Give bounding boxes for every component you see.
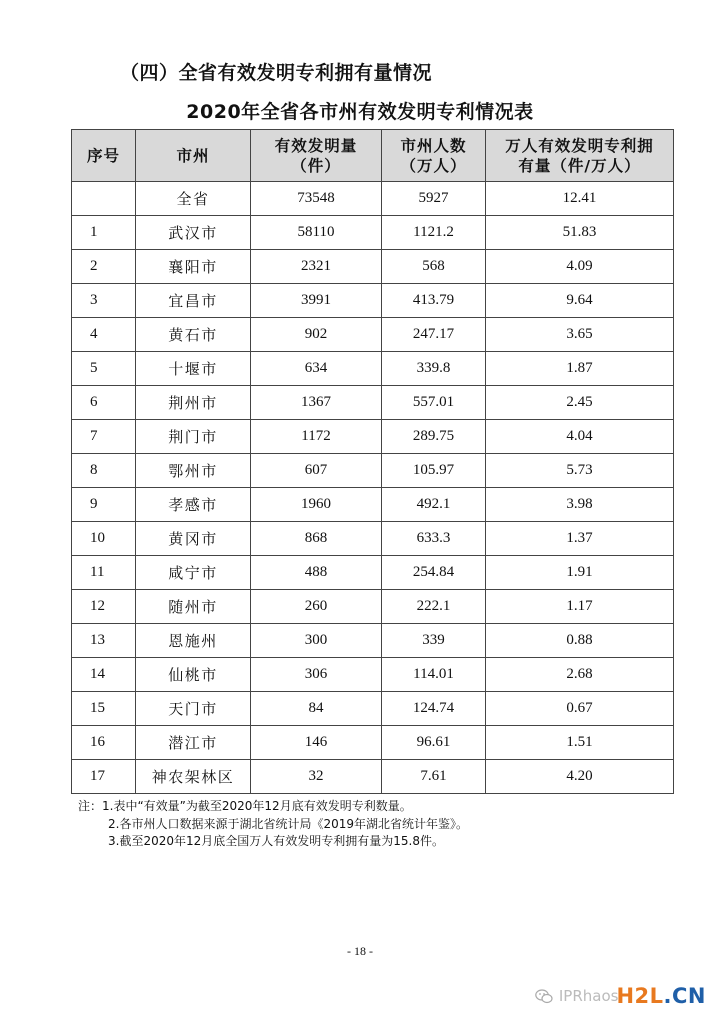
- header-per10k-line1: 万人有效发明专利拥: [505, 136, 654, 155]
- cell-patents: 1367: [251, 386, 382, 420]
- cell-per10k: 4.09: [486, 250, 674, 284]
- header-seq-label: 序号: [86, 146, 120, 165]
- cell-per10k: 3.98: [486, 488, 674, 522]
- table-row: [72, 590, 674, 624]
- cell-patents: 3991: [251, 284, 382, 318]
- cell-city: 鄂州市: [136, 454, 251, 488]
- cell-seq: 2: [72, 250, 136, 284]
- cell-seq: 12: [72, 590, 136, 624]
- cell-per10k: 51.83: [486, 216, 674, 250]
- cell-patents: 146: [251, 726, 382, 760]
- wechat-icon: [535, 989, 553, 1004]
- cell-patents: 488: [251, 556, 382, 590]
- cell-patents: 306: [251, 658, 382, 692]
- cell-population: 557.01: [382, 386, 486, 420]
- header-population-line2: （万人）: [400, 156, 467, 175]
- cell-city: 仙桃市: [136, 658, 251, 692]
- note-2: 2.各市州人口数据来源于湖北省统计局《2019年湖北省统计年鉴》。: [108, 816, 468, 831]
- cell-seq: 3: [72, 284, 136, 318]
- cell-seq: 9: [72, 488, 136, 522]
- cell-city: 全省: [136, 182, 251, 216]
- cell-population: 114.01: [382, 658, 486, 692]
- cell-seq: 14: [72, 658, 136, 692]
- cell-patents: 84: [251, 692, 382, 726]
- patent-table: [71, 129, 674, 794]
- cell-city: 十堰市: [136, 352, 251, 386]
- cell-city: 恩施州: [136, 624, 251, 658]
- header-city-label: 市州: [176, 146, 210, 165]
- cell-seq: 16: [72, 726, 136, 760]
- cell-population: 289.75: [382, 420, 486, 454]
- cell-population: 254.84: [382, 556, 486, 590]
- table-row: [72, 216, 674, 250]
- table-row: [72, 760, 674, 794]
- cell-population: 124.74: [382, 692, 486, 726]
- table-row: [72, 420, 674, 454]
- cell-population: 105.97: [382, 454, 486, 488]
- table-row: [72, 624, 674, 658]
- cell-city: 黄冈市: [136, 522, 251, 556]
- cell-per10k: 1.87: [486, 352, 674, 386]
- cell-per10k: 4.04: [486, 420, 674, 454]
- cell-per10k: 12.41: [486, 182, 674, 216]
- cell-seq: 11: [72, 556, 136, 590]
- cell-per10k: 1.91: [486, 556, 674, 590]
- header-population-line1: 市州人数: [400, 136, 467, 155]
- table-row: [72, 556, 674, 590]
- cell-patents: 868: [251, 522, 382, 556]
- cell-population: 568: [382, 250, 486, 284]
- cell-city: 荆门市: [136, 420, 251, 454]
- cell-per10k: 9.64: [486, 284, 674, 318]
- cell-patents: 300: [251, 624, 382, 658]
- cell-seq: 8: [72, 454, 136, 488]
- header-patents-line1: 有效发明量: [274, 136, 358, 155]
- h2l-logo-domain: .CN: [663, 984, 706, 1008]
- cell-city: 武汉市: [136, 216, 251, 250]
- cell-city: 襄阳市: [136, 250, 251, 284]
- cell-city: 天门市: [136, 692, 251, 726]
- table-row: [72, 522, 674, 556]
- cell-seq: 17: [72, 760, 136, 794]
- table-row: [72, 284, 674, 318]
- table-body: [72, 182, 674, 794]
- table-row: [72, 488, 674, 522]
- table-row: [72, 726, 674, 760]
- header-per10k: [486, 130, 674, 182]
- cell-population: 492.1: [382, 488, 486, 522]
- cell-patents: 32: [251, 760, 382, 794]
- cell-seq: 5: [72, 352, 136, 386]
- cell-seq: 15: [72, 692, 136, 726]
- cell-per10k: 5.73: [486, 454, 674, 488]
- cell-patents: 1960: [251, 488, 382, 522]
- cell-population: 222.1: [382, 590, 486, 624]
- cell-population: 339: [382, 624, 486, 658]
- cell-city: 荆州市: [136, 386, 251, 420]
- table-notes: [78, 798, 468, 851]
- cell-seq: 4: [72, 318, 136, 352]
- cell-population: 5927: [382, 182, 486, 216]
- cell-per10k: 2.68: [486, 658, 674, 692]
- cell-patents: 634: [251, 352, 382, 386]
- table-row: [72, 692, 674, 726]
- cell-per10k: 1.51: [486, 726, 674, 760]
- cell-population: 413.79: [382, 284, 486, 318]
- table-row: [72, 250, 674, 284]
- watermark: [535, 984, 706, 1008]
- cell-per10k: 4.20: [486, 760, 674, 794]
- header-seq: [72, 130, 136, 182]
- header-patents-line2: （件）: [291, 156, 341, 175]
- cell-seq: [72, 182, 136, 216]
- cell-patents: 2321: [251, 250, 382, 284]
- cell-per10k: 0.88: [486, 624, 674, 658]
- table-row: [72, 352, 674, 386]
- cell-seq: 10: [72, 522, 136, 556]
- cell-per10k: 1.37: [486, 522, 674, 556]
- table-row: [72, 182, 674, 216]
- cell-city: 宜昌市: [136, 284, 251, 318]
- cell-city: 潜江市: [136, 726, 251, 760]
- cell-city: 孝感市: [136, 488, 251, 522]
- cell-patents: 902: [251, 318, 382, 352]
- cell-population: 7.61: [382, 760, 486, 794]
- cell-city: 黄石市: [136, 318, 251, 352]
- cell-population: 633.3: [382, 522, 486, 556]
- cell-population: 96.61: [382, 726, 486, 760]
- section-heading: （四）全省有效发明专利拥有量情况: [120, 62, 433, 84]
- table-row: [72, 386, 674, 420]
- cell-per10k: 0.67: [486, 692, 674, 726]
- cell-seq: 6: [72, 386, 136, 420]
- cell-seq: 13: [72, 624, 136, 658]
- cell-patents: 73548: [251, 182, 382, 216]
- watermark-text: IPRhaos: [558, 987, 619, 1005]
- h2l-logo-text: H2L: [616, 984, 664, 1008]
- header-city: [136, 130, 251, 182]
- cell-per10k: 3.65: [486, 318, 674, 352]
- cell-per10k: 2.45: [486, 386, 674, 420]
- note-1: 注：1.表中“有效量”为截至2020年12月底有效发明专利数量。: [78, 799, 412, 813]
- cell-population: 339.8: [382, 352, 486, 386]
- cell-city: 随州市: [136, 590, 251, 624]
- cell-seq: 7: [72, 420, 136, 454]
- cell-patents: 607: [251, 454, 382, 488]
- table-row: [72, 318, 674, 352]
- cell-population: 247.17: [382, 318, 486, 352]
- cell-seq: 1: [72, 216, 136, 250]
- cell-patents: 1172: [251, 420, 382, 454]
- table-row: [72, 454, 674, 488]
- h2l-logo: [616, 984, 706, 1008]
- cell-patents: 260: [251, 590, 382, 624]
- note-3: 3.截至2020年12月底全国万人有效发明专利拥有量为15.8件。: [108, 834, 444, 848]
- page-number: - 18 -: [347, 944, 373, 958]
- header-population: [382, 130, 486, 182]
- cell-city: 神农架林区: [136, 760, 251, 794]
- cell-per10k: 1.17: [486, 590, 674, 624]
- table-title: 2020年全省各市州有效发明专利情况表: [186, 101, 534, 123]
- cell-patents: 58110: [251, 216, 382, 250]
- cell-population: 1121.2: [382, 216, 486, 250]
- header-patents: [251, 130, 382, 182]
- cell-city: 咸宁市: [136, 556, 251, 590]
- table-header-row: [72, 130, 674, 182]
- table-row: [72, 658, 674, 692]
- header-per10k-line2: 有量（件/万人）: [518, 156, 641, 175]
